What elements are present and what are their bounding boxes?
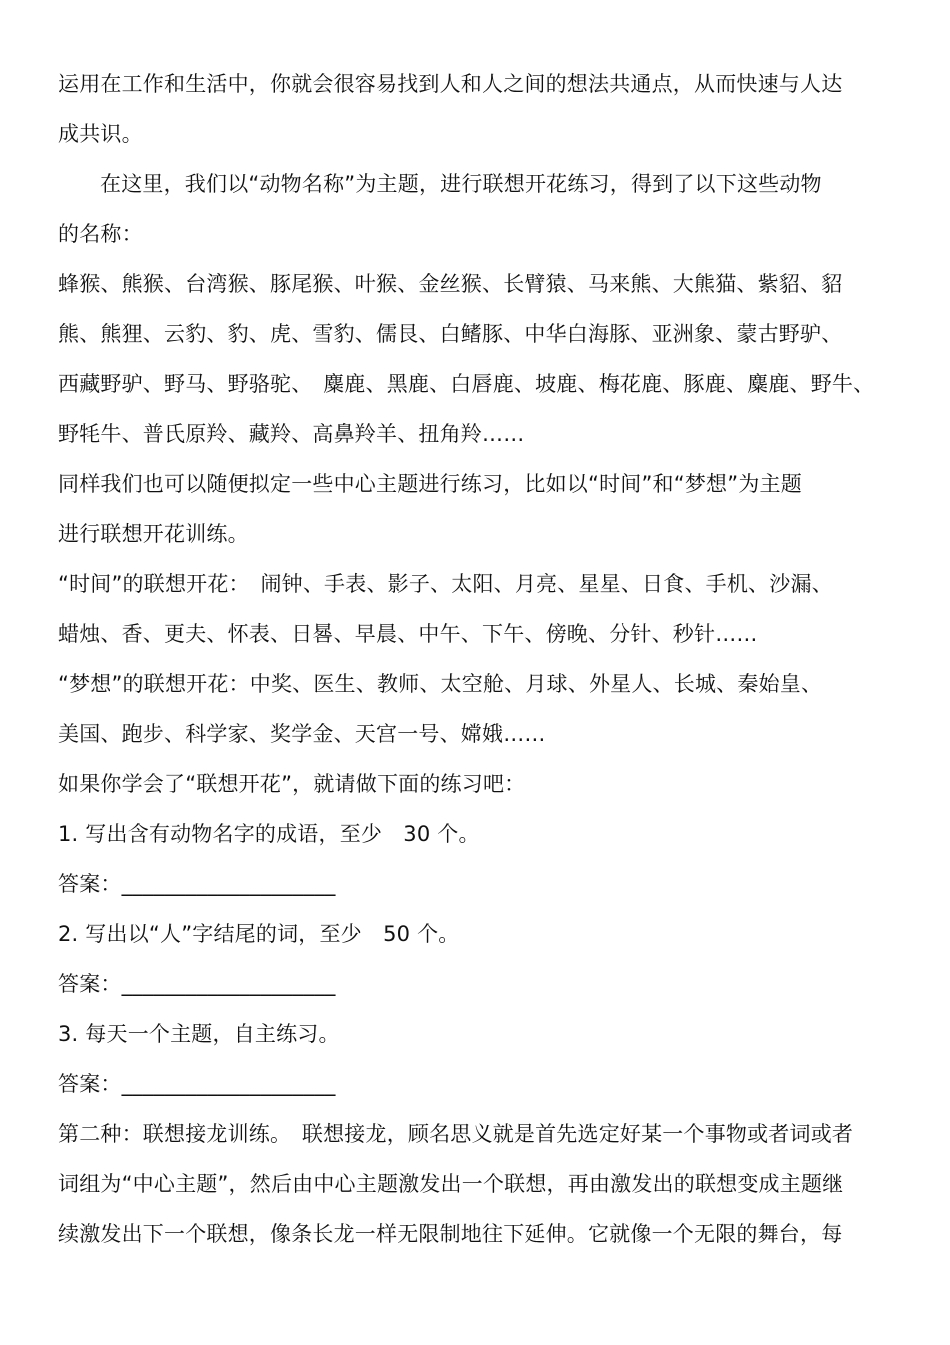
answer-blank-3: 答案：____________________: [58, 1072, 336, 1096]
paragraph-line: 第二种：联想接龙训练。 联想接龙，顾名思义就是首先选定好某一个事物或者词或者: [58, 1122, 854, 1146]
dream-association-line: “梦想”的联想开花：中奖、医生、教师、太空舱、月球、外星人、长城、秦始皇、: [58, 672, 823, 696]
answer-blank-1: 答案：____________________: [58, 872, 336, 896]
exercise-3: 3. 每天一个主题，自主练习。: [58, 1022, 340, 1046]
paragraph-line: 词组为“中心主题”，然后由中心主题激发出一个联想，再由激发出的联想变成主题继: [58, 1172, 844, 1196]
animal-list-line: 西藏野驴、野马、野骆驼、 麋鹿、黑鹿、白唇鹿、坡鹿、梅花鹿、豚鹿、麋鹿、野牛、: [58, 372, 875, 396]
dream-association-line: 美国、跑步、科学家、奖学金、天宫一号、嫦娥……: [58, 722, 546, 746]
time-association-line: 蜡烛、香、更夫、怀表、日晷、早晨、中午、下午、傍晚、分针、秒针……: [58, 622, 758, 646]
animal-list-line: 蜂猴、熊猴、台湾猴、豚尾猴、叶猴、金丝猴、长臂猿、马来熊、大熊猫、紫貂、貂: [58, 272, 843, 296]
exercise-2: 2. 写出以“人”字结尾的词，至少 50 个。: [58, 922, 460, 946]
exercise-intro: 如果你学会了“联想开花”，就请做下面的练习吧：: [58, 772, 526, 796]
paragraph-line: 运用在工作和生活中，你就会很容易找到人和人之间的想法共通点，从而快速与人达: [58, 72, 843, 96]
paragraph-line: 的名称：: [58, 222, 143, 246]
paragraph-line: 在这里，我们以“动物名称”为主题，进行联想开花练习，得到了以下这些动物: [100, 172, 822, 196]
exercise-1: 1. 写出含有动物名字的成语，至少 30 个。: [58, 822, 480, 846]
paragraph-line: 续激发出下一个联想，像条长龙一样无限制地往下延伸。它就像一个无限的舞台，每: [58, 1222, 843, 1246]
animal-list-line: 野牦牛、普氏原羚、藏羚、高鼻羚羊、扭角羚……: [58, 422, 525, 446]
paragraph-line: 进行联想开花训练。: [58, 522, 249, 546]
paragraph-line: 成共识。: [58, 122, 143, 146]
animal-list-line: 熊、熊狸、云豹、豹、虎、雪豹、儒艮、白鳍豚、中华白海豚、亚洲象、蒙古野驴、: [58, 322, 843, 346]
paragraph-line: 同样我们也可以随便拟定一些中心主题进行练习，比如以“时间”和“梦想”为主题: [58, 472, 802, 496]
answer-blank-2: 答案：____________________: [58, 972, 336, 996]
time-association-line: “时间”的联想开花： 闹钟、手表、影子、太阳、月亮、星星、日食、手机、沙漏、: [58, 572, 833, 596]
